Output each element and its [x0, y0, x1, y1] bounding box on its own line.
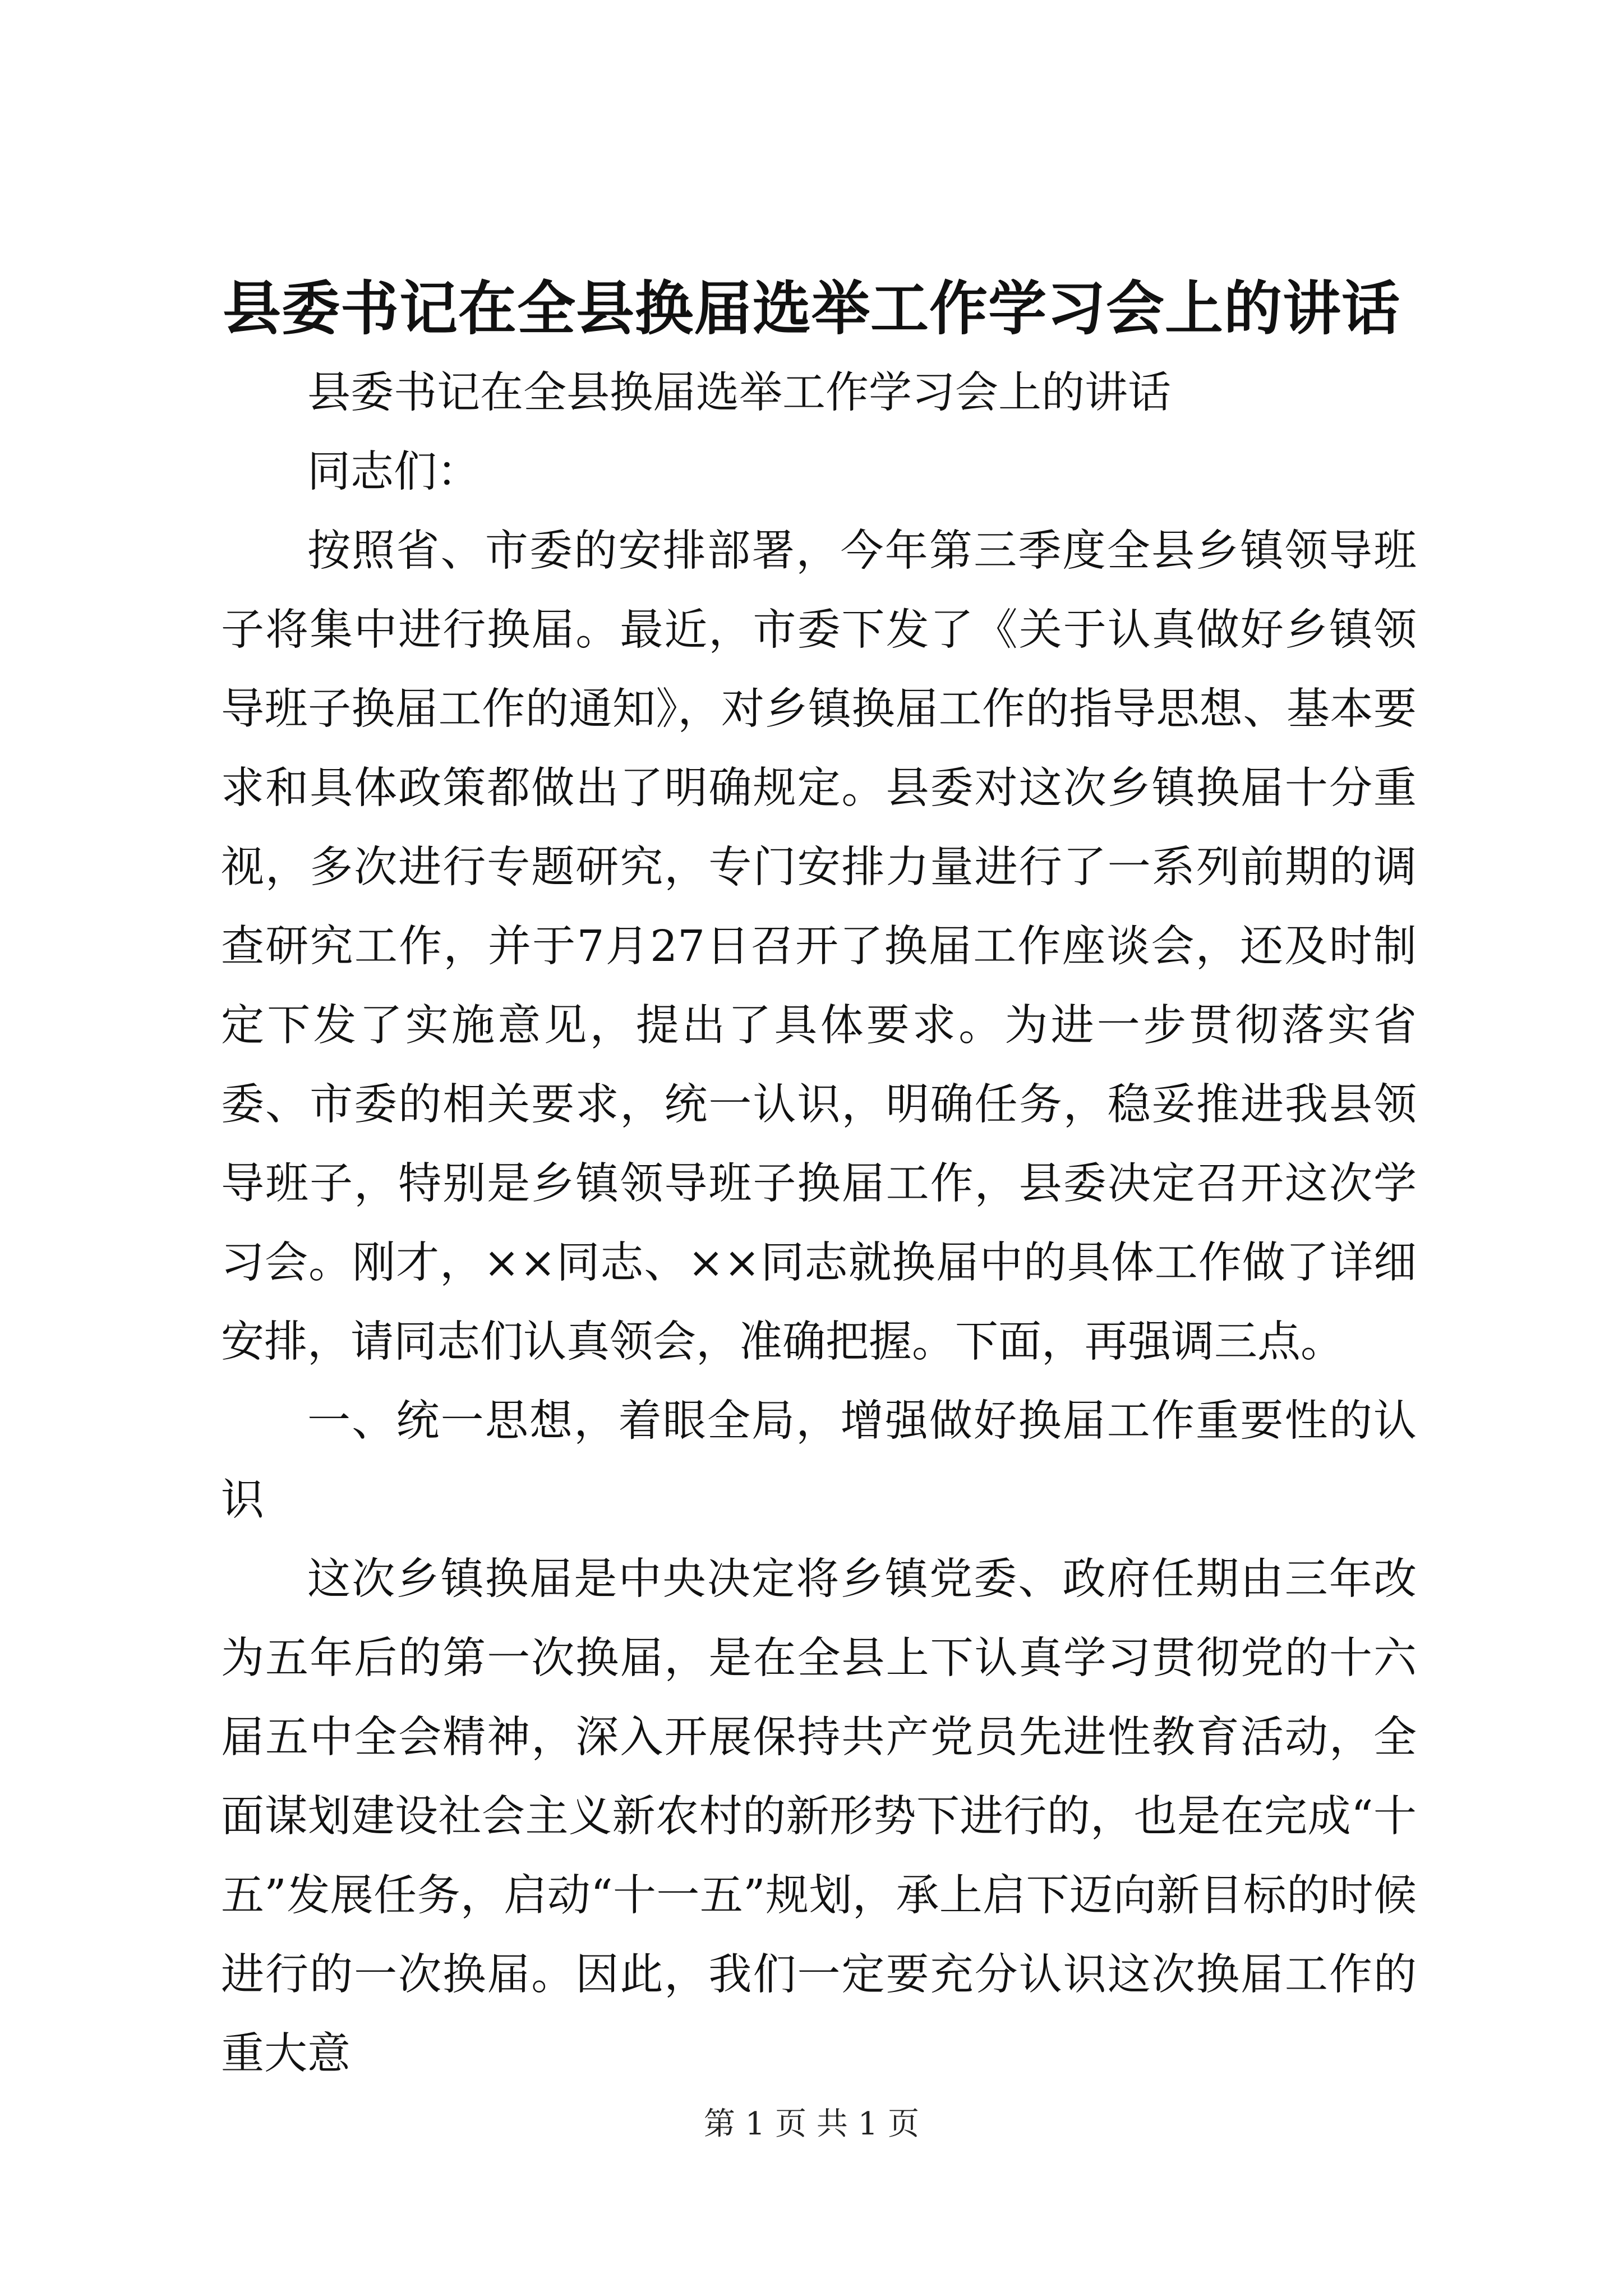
page-footer: 第 1 页 共 1 页: [703, 2106, 920, 2142]
section-heading-1: 一、统一思想，着眼全局，增强做好换届工作重要性的认识: [221, 1396, 1417, 1525]
paragraph-salutation: 同志们：: [307, 447, 480, 497]
document-body: [221, 353, 1417, 2093]
paragraph-section-1: 这次乡镇换届是中央决定将乡镇党委、政府任期由三年改为五年后的第一次换届，是在全县上下认真学习贯彻党的十六届五中全会精神，深入开展保持共产党员先进性教育活动，全面谋划建设社会主义新农村的新形势下进行的，也是在完成“十五”发展任务，启动“十一五”规划，承上启下迈向新目标的时候进行的一次换届。因此，我们一定要充分认识这次换届工作的重大意: [221, 1554, 1417, 2079]
paragraph-intro: 按照省、市委的安排部署，今年第三季度全县乡镇领导班子将集中进行换届。最近，市委下发了《关于认真做好乡镇领导班子换届工作的通知》，对乡镇换届工作的指导思想、基本要求和具体政策都做出了明确规定。县委对这次乡镇换届十分重视，多次进行专题研究，专门安排力量进行了一系列前期的调查研究工作，并于7月27日召开了换届工作座谈会，还及时制定下发了实施意见，提出了具体要求。为进一步贯彻落实省委、市委的相关要求，统一认识，明确任务，稳妥推进我县领导班子，特别是乡镇领导班子换届工作，县委决定召开这次学习会。刚才，××同志、××同志就换届中的具体工作做了详细安排，请同志们认真领会，准确把握。下面，再强调三点。: [221, 526, 1417, 1367]
document-title: 县委书记在全县换届选举工作学习会上的讲话: [222, 274, 1400, 343]
paragraph-subtitle: 县委书记在全县换届选举工作学习会上的讲话: [307, 368, 1171, 418]
